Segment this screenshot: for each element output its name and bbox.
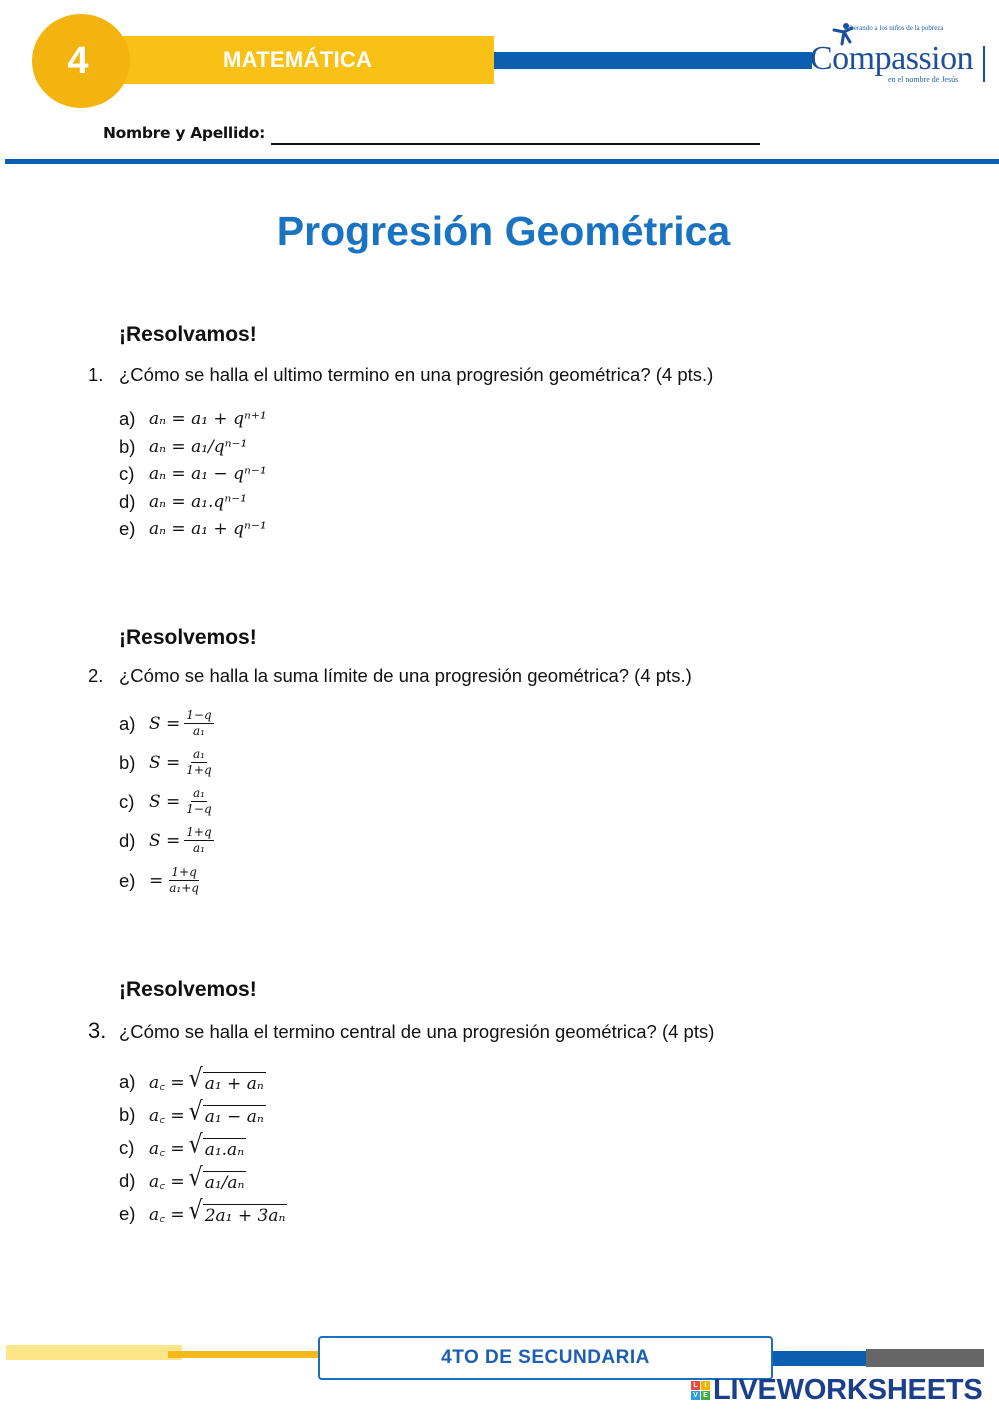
option-1c[interactable]	[119, 463, 267, 485]
header-rule	[5, 159, 999, 164]
option-letter: a)	[119, 1070, 136, 1092]
compassion-logo	[800, 18, 990, 86]
section-heading-1: ¡Resolvamos!	[119, 323, 257, 346]
option-formula: aₙ = a₁ + qⁿ⁺¹	[149, 409, 267, 429]
question-3	[88, 1018, 714, 1044]
footer-blue-stripe	[773, 1351, 868, 1366]
question-number: 1.	[88, 364, 104, 385]
radicand: a₁/aₙ	[204, 1173, 245, 1193]
option-lhs: a꜀ =	[149, 1106, 185, 1126]
radical-icon: √	[188, 1097, 203, 1127]
fraction-denominator: a₁	[193, 841, 205, 855]
option-letter: d)	[119, 829, 136, 851]
grade-number: 4	[67, 39, 89, 82]
fraction	[184, 708, 213, 739]
option-lhs: a꜀ =	[149, 1205, 185, 1225]
option-formula: aₙ = a₁.qⁿ⁻¹	[149, 492, 247, 512]
option-3c[interactable]	[119, 1130, 246, 1160]
option-lhs: a꜀ =	[149, 1172, 185, 1192]
option-lhs: a꜀ =	[149, 1139, 185, 1159]
option-lhs: a꜀ =	[149, 1073, 185, 1093]
liveworksheets-wordmark: LIVEWORKSHEETS	[713, 1373, 983, 1406]
square-root	[188, 1097, 266, 1127]
fraction-numerator: a₁	[193, 747, 205, 761]
square-root	[188, 1196, 288, 1226]
icon-tile: E	[701, 1391, 710, 1400]
option-lhs: S =	[149, 791, 181, 812]
fraction	[184, 786, 213, 817]
logo-tagline-top: Liberando a los niños de la pobreza	[844, 24, 944, 32]
radicand: a₁ + aₙ	[204, 1074, 264, 1094]
radical-icon: √	[188, 1130, 203, 1160]
radical-icon: √	[188, 1196, 203, 1226]
fraction	[167, 865, 201, 896]
option-letter: c)	[119, 790, 135, 812]
footer-yellow-light-stripe	[6, 1345, 182, 1360]
grade-badge	[32, 14, 130, 108]
option-2a[interactable]	[119, 708, 214, 739]
option-letter: e)	[119, 1202, 136, 1224]
header-blue-stripe	[494, 52, 812, 69]
option-2e[interactable]	[119, 865, 201, 896]
square-root	[188, 1064, 266, 1094]
liveworksheets-brand[interactable]	[691, 1374, 983, 1406]
question-text: ¿Cómo se halla el termino central de una progresión geométrica? (4 pts)	[119, 1021, 715, 1042]
square-root	[188, 1130, 246, 1160]
option-letter: a)	[119, 712, 136, 734]
fraction-denominator: a₁	[193, 724, 205, 738]
fraction-denominator: a₁+q	[169, 881, 199, 895]
option-lhs: S =	[149, 752, 181, 773]
icon-tile: I	[701, 1381, 710, 1390]
fraction	[184, 825, 213, 856]
option-lhs: =	[149, 870, 164, 891]
option-lhs: S =	[149, 830, 181, 851]
section-heading-2: ¡Resolvemos!	[119, 626, 257, 649]
radical-icon: √	[188, 1064, 203, 1094]
subject-banner	[108, 36, 494, 84]
option-letter: d)	[119, 491, 136, 512]
section-heading-3: ¡Resolvemos!	[119, 978, 257, 1001]
option-1d[interactable]	[119, 491, 247, 513]
option-3a[interactable]	[119, 1064, 266, 1094]
fraction-denominator: 1−q	[186, 802, 212, 816]
option-letter: c)	[119, 1136, 135, 1158]
option-letter: b)	[119, 1103, 136, 1125]
fraction-numerator: a₁	[193, 786, 205, 800]
fraction-numerator: 1−q	[186, 708, 212, 722]
option-2b[interactable]	[119, 747, 214, 778]
logo-tagline-bottom: en el nombre de Jesús	[888, 75, 959, 84]
footer-level-label: 4TO DE SECUNDARIA	[441, 1347, 650, 1368]
question-2	[88, 665, 692, 687]
logo-divider	[983, 46, 985, 82]
icon-tile: V	[691, 1391, 700, 1400]
radical-icon: √	[188, 1163, 203, 1193]
option-letter: e)	[119, 518, 136, 539]
option-3e[interactable]	[119, 1196, 287, 1226]
option-letter: d)	[119, 1169, 136, 1191]
question-1	[88, 364, 713, 386]
fraction-numerator: 1+q	[171, 865, 197, 879]
option-formula: aₙ = a₁/qⁿ⁻¹	[149, 437, 248, 457]
icon-tile: L	[691, 1381, 700, 1390]
fraction	[184, 747, 213, 778]
option-letter: c)	[119, 463, 135, 484]
liveworksheets-icon	[691, 1381, 710, 1400]
page-title: Progresión Geométrica	[276, 208, 731, 254]
fraction-denominator: 1+q	[186, 763, 212, 777]
option-letter: b)	[119, 751, 136, 773]
option-letter: e)	[119, 869, 136, 891]
option-formula: aₙ = a₁ + qⁿ⁻¹	[149, 519, 267, 539]
option-1e[interactable]	[119, 518, 267, 540]
option-letter: a)	[119, 408, 136, 429]
radicand: 2a₁ + 3aₙ	[204, 1206, 286, 1226]
fraction-numerator: 1+q	[186, 825, 212, 839]
square-root	[188, 1163, 247, 1193]
option-formula: aₙ = a₁ − qⁿ⁻¹	[149, 464, 267, 484]
name-input-line[interactable]	[271, 143, 760, 145]
footer-yellow-stripe	[168, 1351, 320, 1358]
question-text: ¿Cómo se halla el ultimo termino en una progresión geométrica? (4 pts.)	[119, 364, 714, 385]
question-number: 2.	[88, 665, 104, 686]
option-2c[interactable]	[119, 786, 214, 817]
option-1a[interactable]	[119, 408, 267, 430]
question-number: 3.	[88, 1018, 107, 1043]
footer-gray-stripe	[866, 1349, 984, 1367]
option-lhs: S =	[149, 713, 181, 734]
option-letter: b)	[119, 436, 136, 457]
question-text: ¿Cómo se halla la suma límite de una progresión geométrica? (4 pts.)	[119, 665, 692, 686]
logo-brand: Compassion	[810, 40, 974, 77]
radicand: a₁ − aₙ	[204, 1107, 264, 1127]
name-label: Nombre y Apellido:	[103, 124, 266, 142]
option-3b[interactable]	[119, 1097, 266, 1127]
option-1b[interactable]	[119, 436, 247, 458]
option-3d[interactable]	[119, 1163, 246, 1193]
radicand: a₁.aₙ	[204, 1140, 245, 1160]
subject-label: MATEMÁTICA	[223, 47, 373, 72]
option-2d[interactable]	[119, 825, 214, 856]
